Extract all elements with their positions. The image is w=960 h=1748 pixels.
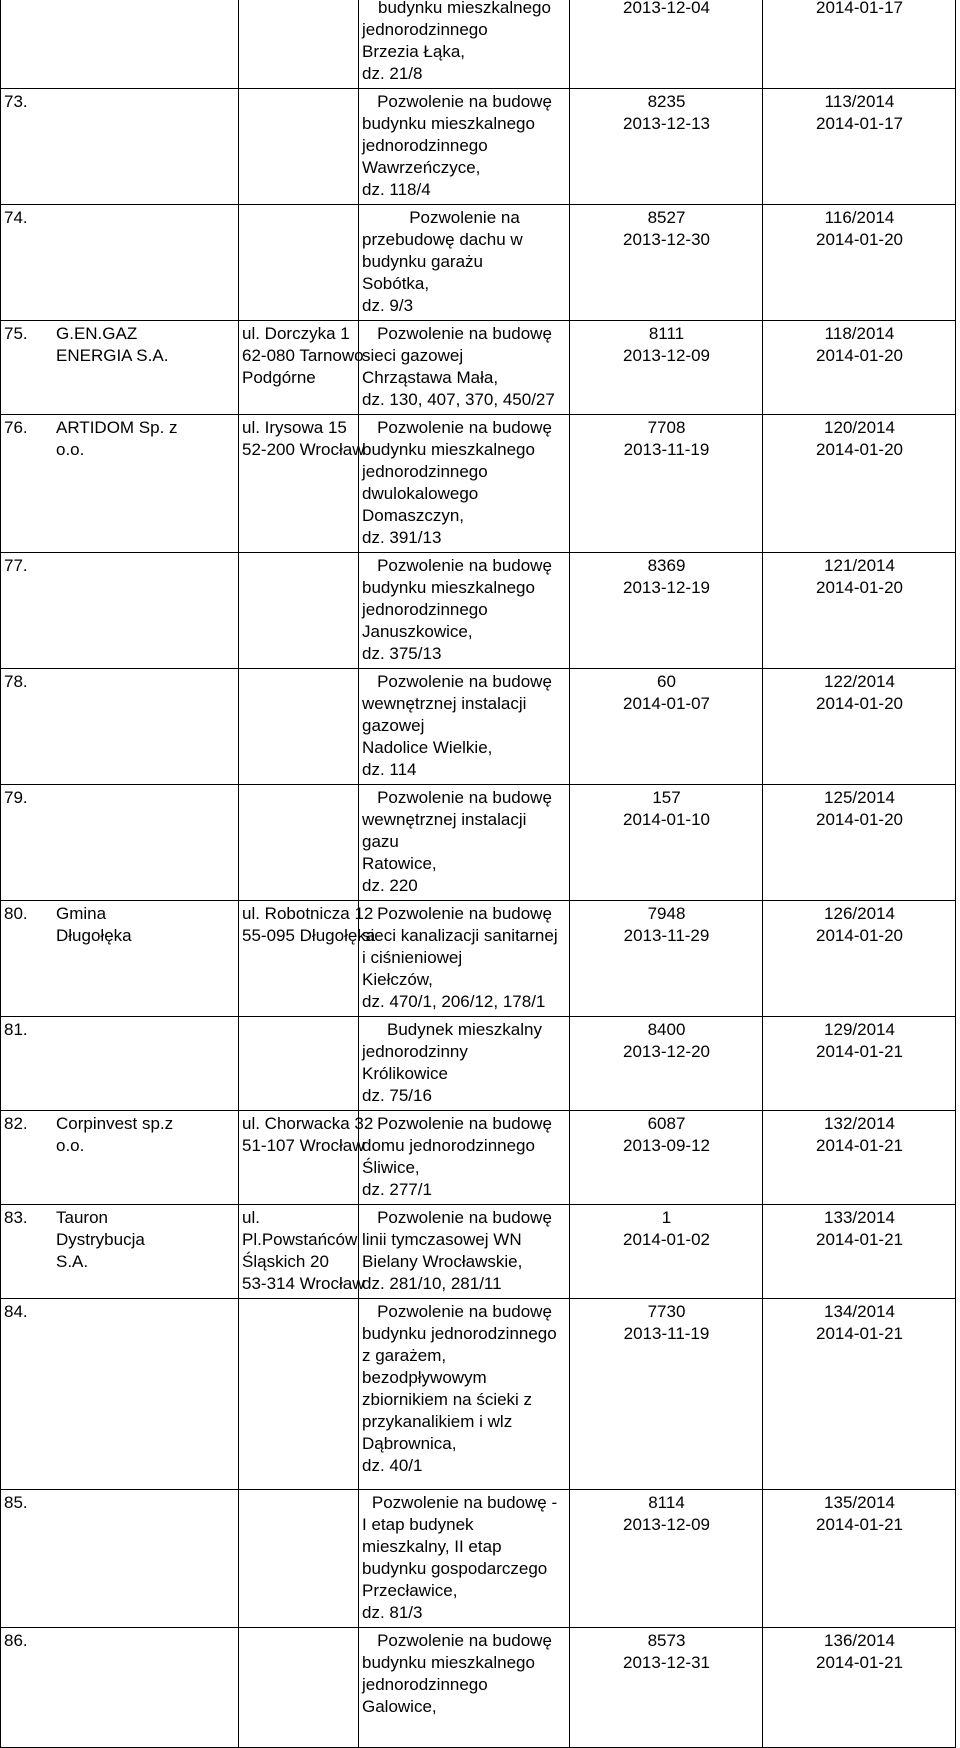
cell-lp-investor bbox=[1, 1017, 239, 1111]
cell-lp-investor bbox=[1, 1628, 239, 1748]
description-line: jednorodzinny bbox=[362, 1042, 468, 1061]
description-line: Wawrzeńczyce, bbox=[362, 158, 481, 177]
description-line: Dąbrownica, bbox=[362, 1434, 457, 1453]
cell-decision bbox=[763, 553, 956, 669]
decision-line: 2014-01-21 bbox=[816, 1042, 903, 1061]
cell-description bbox=[359, 0, 570, 89]
cell-application bbox=[570, 669, 763, 785]
address-line: Śląskich 20 bbox=[242, 1252, 329, 1271]
table-row bbox=[1, 1017, 956, 1111]
application-line: 2014-01-07 bbox=[623, 694, 710, 713]
description-line: dz. 277/1 bbox=[362, 1180, 432, 1199]
description-line: dz. 130, 407, 370, 450/27 bbox=[362, 390, 555, 409]
description-line: Budynek mieszkalny bbox=[387, 1020, 542, 1039]
row-number: 81. bbox=[4, 1020, 28, 1039]
cell-decision bbox=[763, 415, 956, 553]
description-line: Pozwolenie na budowę bbox=[377, 904, 552, 923]
description-line: dz. 118/4 bbox=[362, 180, 431, 199]
cell-decision bbox=[763, 1299, 956, 1490]
investor-name bbox=[56, 903, 179, 947]
application-line: 2013-11-19 bbox=[623, 440, 710, 459]
description-line: Nadolice Wielkie, bbox=[362, 738, 493, 757]
decision-line: 2014-01-20 bbox=[816, 694, 903, 713]
address-line: ul. Irysowa 15 bbox=[242, 418, 347, 437]
address-line: ul. Robotnicza 12 bbox=[242, 904, 374, 923]
description-line: wewnętrznej instalacji bbox=[362, 694, 527, 713]
decision-line: 136/2014 bbox=[824, 1631, 895, 1650]
cell-decision bbox=[763, 1628, 956, 1748]
description-line: Pozwolenie na budowę bbox=[377, 556, 552, 575]
description-line: sieci gazowej bbox=[362, 346, 464, 365]
description-line: Ratowice, bbox=[362, 854, 437, 873]
cell-application bbox=[570, 1299, 763, 1490]
cell-application bbox=[570, 1490, 763, 1628]
description-line: i ciśnieniowej bbox=[362, 948, 463, 967]
description-line: dz. 114 bbox=[362, 760, 417, 779]
application-line: 2013-12-20 bbox=[623, 1042, 710, 1061]
decision-line: 2014-01-20 bbox=[816, 810, 903, 829]
description-line: dz. 75/16 bbox=[362, 1086, 432, 1105]
cell-lp-investor bbox=[1, 669, 239, 785]
description-line: linii tymczasowej WN bbox=[362, 1230, 522, 1249]
description-line: Pozwolenie na budowę bbox=[377, 92, 552, 111]
description-line: Pozwolenie na budowę bbox=[377, 788, 552, 807]
description-line: dz. 40/1 bbox=[362, 1456, 423, 1475]
description-line: dz. 220 bbox=[362, 876, 418, 895]
table-row bbox=[1, 415, 956, 553]
application-line: 1 bbox=[661, 1208, 672, 1227]
description-line: Pozwolenie na budowę bbox=[377, 1302, 552, 1321]
cell-address bbox=[239, 1628, 359, 1748]
row-number: 74. bbox=[4, 208, 28, 227]
investor-line: S.A. bbox=[56, 1252, 89, 1271]
cell-application bbox=[570, 205, 763, 321]
cell-description bbox=[359, 321, 570, 415]
cell-address bbox=[239, 321, 364, 415]
decision-line: 2014-01-20 bbox=[816, 578, 903, 597]
application-line: 6087 bbox=[647, 1114, 686, 1133]
table-row bbox=[1, 1205, 956, 1299]
investor-line: Corpinvest sp.z bbox=[56, 1114, 174, 1133]
decision-line: 113/2014 bbox=[824, 92, 895, 111]
cell-description bbox=[359, 1299, 570, 1490]
description-line: I etap budynek bbox=[362, 1515, 474, 1534]
description-line: budynku mieszkalnego bbox=[362, 1653, 535, 1672]
table-row bbox=[1, 669, 956, 785]
address-line: 53-314 Wrocław bbox=[242, 1274, 365, 1293]
cell-description bbox=[359, 901, 570, 1017]
description-line: budynku garażu bbox=[362, 252, 483, 271]
description-line: Bielany Wrocławskie, bbox=[362, 1252, 523, 1271]
row-number: 80. bbox=[4, 904, 28, 923]
cell-address bbox=[239, 1205, 365, 1299]
cell-description bbox=[359, 1017, 570, 1111]
application-line: 8111 bbox=[648, 324, 685, 343]
cell-address bbox=[239, 415, 365, 553]
description-line: dz. 470/1, 206/12, 178/1 bbox=[362, 992, 546, 1011]
description-line: domu jednorodzinnego bbox=[362, 1136, 535, 1155]
cell-address bbox=[239, 1490, 359, 1628]
permit-register-body bbox=[1, 0, 956, 1748]
decision-line: 121/2014 bbox=[824, 556, 895, 575]
decision-line: 2014-01-21 bbox=[816, 1653, 903, 1672]
table-row bbox=[1, 785, 956, 901]
cell-description bbox=[359, 1490, 570, 1628]
table-row bbox=[1, 901, 956, 1017]
cell-lp-investor bbox=[1, 1299, 239, 1490]
cell-application bbox=[570, 415, 763, 553]
decision-line: 2014-01-21 bbox=[816, 1515, 903, 1534]
description-line: budynku mieszkalnego bbox=[362, 114, 535, 133]
investor-name bbox=[56, 417, 179, 461]
description-line: Królikowice bbox=[362, 1064, 448, 1083]
description-line: mieszkalny, II etap bbox=[362, 1537, 502, 1556]
cell-description bbox=[359, 785, 570, 901]
cell-address bbox=[239, 1111, 374, 1205]
description-line: Śliwice, bbox=[362, 1158, 420, 1177]
cell-description bbox=[359, 1628, 570, 1748]
application-line: 2013-12-09 bbox=[623, 346, 710, 365]
decision-line: 134/2014 bbox=[824, 1302, 895, 1321]
application-line: 2013-12-04 bbox=[623, 0, 710, 17]
cell-address bbox=[239, 205, 359, 321]
description-line: gazu bbox=[362, 832, 399, 851]
investor-line: Gmina bbox=[56, 904, 107, 923]
decision-line: 126/2014 bbox=[824, 904, 895, 923]
table-row bbox=[1, 1299, 956, 1490]
row-number: 84. bbox=[4, 1302, 28, 1321]
address-line: ul. bbox=[242, 1208, 260, 1227]
row-number: 79. bbox=[4, 788, 28, 807]
description-line: Sobótka, bbox=[362, 274, 430, 293]
description-line: jednorodzinnego bbox=[362, 600, 488, 619]
description-line: zbiornikiem na ścieki z bbox=[362, 1390, 533, 1409]
description-line: jednorodzinnego bbox=[362, 1675, 488, 1694]
description-line: sieci kanalizacji sanitarnej bbox=[362, 926, 558, 945]
decision-line: 2014-01-20 bbox=[816, 230, 903, 249]
row-number: 83. bbox=[4, 1208, 28, 1227]
application-line: 8573 bbox=[647, 1631, 686, 1650]
cell-description bbox=[359, 1111, 570, 1205]
decision-line: 118/2014 bbox=[824, 324, 895, 343]
description-line: jednorodzinnego bbox=[362, 136, 488, 155]
cell-decision bbox=[763, 205, 956, 321]
description-line: budynku mieszkalnego bbox=[378, 0, 551, 17]
row-number: 86. bbox=[4, 1631, 28, 1650]
application-line: 8369 bbox=[647, 556, 686, 575]
decision-line: 133/2014 bbox=[824, 1208, 895, 1227]
description-line: Brzezia Łąka, bbox=[362, 42, 465, 61]
cell-lp-investor bbox=[1, 321, 239, 415]
decision-line: 2014-01-21 bbox=[816, 1230, 903, 1249]
cell-address bbox=[239, 553, 359, 669]
description-line: dwulokalowego bbox=[362, 484, 479, 503]
cell-lp-investor bbox=[1, 1111, 239, 1205]
cell-decision bbox=[763, 1490, 956, 1628]
investor-line: o.o. bbox=[56, 1136, 85, 1155]
description-line: przebudowę dachu w bbox=[362, 230, 523, 249]
application-line: 8235 bbox=[647, 92, 686, 111]
address-line: ul. Chorwacka 32 bbox=[242, 1114, 374, 1133]
cell-description bbox=[359, 553, 570, 669]
cell-application bbox=[570, 0, 763, 89]
decision-line: 125/2014 bbox=[824, 788, 895, 807]
description-line: budynku mieszkalnego bbox=[362, 578, 535, 597]
row-number: 77. bbox=[4, 556, 28, 575]
cell-application bbox=[570, 321, 763, 415]
description-line: Chrząstawa Mała, bbox=[362, 368, 499, 387]
row-number: 78. bbox=[4, 672, 28, 691]
table-row bbox=[1, 1111, 956, 1205]
description-line: Domaszczyn, bbox=[362, 506, 465, 525]
cell-decision bbox=[763, 785, 956, 901]
description-line: dz. 281/10, 281/11 bbox=[362, 1274, 502, 1293]
application-line: 2013-12-13 bbox=[623, 114, 710, 133]
investor-name bbox=[56, 323, 179, 367]
application-line: 157 bbox=[652, 788, 681, 807]
description-line: Pozwolenie na budowę bbox=[377, 1631, 552, 1650]
investor-line: ARTIDOM Sp. z bbox=[56, 418, 178, 437]
address-line: Podgórne bbox=[242, 368, 316, 387]
table-row bbox=[1, 553, 956, 669]
application-line: 2013-12-30 bbox=[623, 230, 710, 249]
cell-application bbox=[570, 553, 763, 669]
row-number: 76. bbox=[4, 418, 28, 437]
table-row bbox=[1, 89, 956, 205]
decision-line: 2014-01-20 bbox=[816, 346, 903, 365]
cell-application bbox=[570, 1628, 763, 1748]
application-line: 8114 bbox=[648, 1493, 685, 1512]
description-line: Pozwolenie na budowę bbox=[377, 324, 552, 343]
cell-lp-investor bbox=[1, 205, 239, 321]
cell-lp-investor bbox=[1, 1490, 239, 1628]
description-line: Pozwolenie na budowę bbox=[377, 672, 552, 691]
investor-name bbox=[56, 1207, 179, 1273]
application-line: 2013-09-12 bbox=[623, 1136, 710, 1155]
application-line: 2013-11-19 bbox=[623, 1324, 710, 1343]
row-number: 73. bbox=[4, 92, 28, 111]
description-line: Galowice, bbox=[362, 1697, 437, 1716]
description-line: Pozwolenie na budowę bbox=[377, 1114, 552, 1133]
cell-lp-investor bbox=[1, 553, 239, 669]
cell-address bbox=[239, 89, 359, 205]
cell-description bbox=[359, 415, 570, 553]
description-line: wewnętrznej instalacji bbox=[362, 810, 527, 829]
description-line: dz. 375/13 bbox=[362, 644, 442, 663]
description-line: z garażem, bbox=[362, 1346, 447, 1365]
cell-application bbox=[570, 1111, 763, 1205]
cell-lp-investor bbox=[1, 0, 239, 89]
description-line: Pozwolenie na budowę - bbox=[371, 1493, 558, 1512]
investor-line: Tauron bbox=[56, 1208, 108, 1227]
investor-name bbox=[56, 1113, 179, 1157]
cell-description bbox=[359, 1205, 570, 1299]
description-line: dz. 391/13 bbox=[362, 528, 442, 547]
cell-application bbox=[570, 785, 763, 901]
decision-line: 2014-01-17 bbox=[816, 114, 903, 133]
application-line: 2014-01-10 bbox=[623, 810, 710, 829]
cell-description bbox=[359, 669, 570, 785]
application-line: 2013-12-09 bbox=[623, 1515, 710, 1534]
description-line: Pozwolenie na bbox=[409, 208, 520, 227]
table-row bbox=[1, 1628, 956, 1748]
cell-decision bbox=[763, 669, 956, 785]
address-line: 55-095 Długołęka bbox=[242, 926, 376, 945]
application-line: 2014-01-02 bbox=[623, 1230, 710, 1249]
investor-line: Długołęka bbox=[56, 926, 132, 945]
decision-line: 129/2014 bbox=[824, 1020, 895, 1039]
application-line: 7948 bbox=[647, 904, 686, 923]
decision-line: 2014-01-21 bbox=[816, 1324, 903, 1343]
description-line: gazowej bbox=[362, 716, 425, 735]
cell-decision bbox=[763, 0, 956, 89]
description-line: dz. 21/8 bbox=[362, 64, 423, 83]
description-line: jednorodzinnego bbox=[362, 20, 488, 39]
cell-decision bbox=[763, 1205, 956, 1299]
address-line: Pl.Powstańców bbox=[242, 1230, 358, 1249]
cell-description bbox=[359, 89, 570, 205]
application-line: 2013-11-29 bbox=[623, 926, 710, 945]
decision-line: 116/2014 bbox=[824, 208, 895, 227]
description-line: dz. 9/3 bbox=[362, 296, 414, 315]
cell-application bbox=[570, 89, 763, 205]
decision-line: 2014-01-20 bbox=[816, 926, 903, 945]
table-row bbox=[1, 1490, 956, 1628]
cell-lp-investor bbox=[1, 901, 239, 1017]
cell-address bbox=[239, 1017, 359, 1111]
description-line: bezodpływowym bbox=[362, 1368, 487, 1387]
application-line: 2013-12-19 bbox=[623, 578, 710, 597]
row-number: 82. bbox=[4, 1114, 28, 1133]
description-line: budynku jednorodzinnego bbox=[362, 1324, 557, 1343]
cell-decision bbox=[763, 1111, 956, 1205]
cell-lp-investor bbox=[1, 415, 239, 553]
address-line: 52-200 Wrocław bbox=[242, 440, 365, 459]
description-line: budynku mieszkalnego bbox=[362, 440, 535, 459]
cell-decision bbox=[763, 321, 956, 415]
cell-lp-investor bbox=[1, 1205, 239, 1299]
description-line: budynku gospodarczego bbox=[362, 1559, 548, 1578]
description-line: jednorodzinnego bbox=[362, 462, 488, 481]
cell-address bbox=[239, 1299, 359, 1490]
cell-address bbox=[239, 901, 376, 1017]
description-line: przykanalikiem i wlz bbox=[362, 1412, 513, 1431]
table-row bbox=[1, 205, 956, 321]
investor-line: Dystrybucja bbox=[56, 1230, 145, 1249]
decision-line: 2014-01-17 bbox=[816, 0, 903, 17]
decision-line: 120/2014 bbox=[824, 418, 895, 437]
investor-line: o.o. bbox=[56, 440, 85, 459]
application-line: 2013-12-31 bbox=[623, 1653, 710, 1672]
address-line: ul. Dorczyka 1 bbox=[242, 324, 350, 343]
application-line: 7708 bbox=[647, 418, 686, 437]
cell-address bbox=[239, 0, 359, 89]
decision-line: 135/2014 bbox=[824, 1493, 895, 1512]
cell-decision bbox=[763, 1017, 956, 1111]
description-line: Januszkowice, bbox=[362, 622, 473, 641]
cell-decision bbox=[763, 901, 956, 1017]
description-line: Przecławice, bbox=[362, 1581, 458, 1600]
address-line: 62-080 Tarnowo bbox=[242, 346, 364, 365]
cell-decision bbox=[763, 89, 956, 205]
application-line: 8527 bbox=[647, 208, 686, 227]
description-line: dz. 81/3 bbox=[362, 1603, 423, 1622]
investor-line: ENERGIA S.A. bbox=[56, 346, 169, 365]
decision-line: 132/2014 bbox=[824, 1114, 895, 1133]
application-line: 8400 bbox=[647, 1020, 686, 1039]
decision-line: 122/2014 bbox=[824, 672, 895, 691]
cell-description bbox=[359, 205, 570, 321]
investor-line: G.EN.GAZ bbox=[56, 324, 138, 343]
decision-line: 2014-01-21 bbox=[816, 1136, 903, 1155]
row-number: 85. bbox=[4, 1493, 28, 1512]
description-line: Pozwolenie na budowę bbox=[377, 1208, 552, 1227]
table-row bbox=[1, 0, 956, 89]
description-line: Pozwolenie na budowę bbox=[377, 418, 552, 437]
description-line: Kiełczów, bbox=[362, 970, 433, 989]
row-number: 75. bbox=[4, 324, 28, 343]
cell-address bbox=[239, 669, 359, 785]
address-line: 51-107 Wrocław bbox=[242, 1136, 365, 1155]
table-row bbox=[1, 321, 956, 415]
cell-lp-investor bbox=[1, 785, 239, 901]
cell-application bbox=[570, 901, 763, 1017]
cell-lp-investor bbox=[1, 89, 239, 205]
cell-application bbox=[570, 1017, 763, 1111]
cell-address bbox=[239, 785, 359, 901]
application-line: 60 bbox=[657, 672, 676, 691]
application-line: 7730 bbox=[647, 1302, 686, 1321]
cell-application bbox=[570, 1205, 763, 1299]
decision-line: 2014-01-20 bbox=[816, 440, 903, 459]
